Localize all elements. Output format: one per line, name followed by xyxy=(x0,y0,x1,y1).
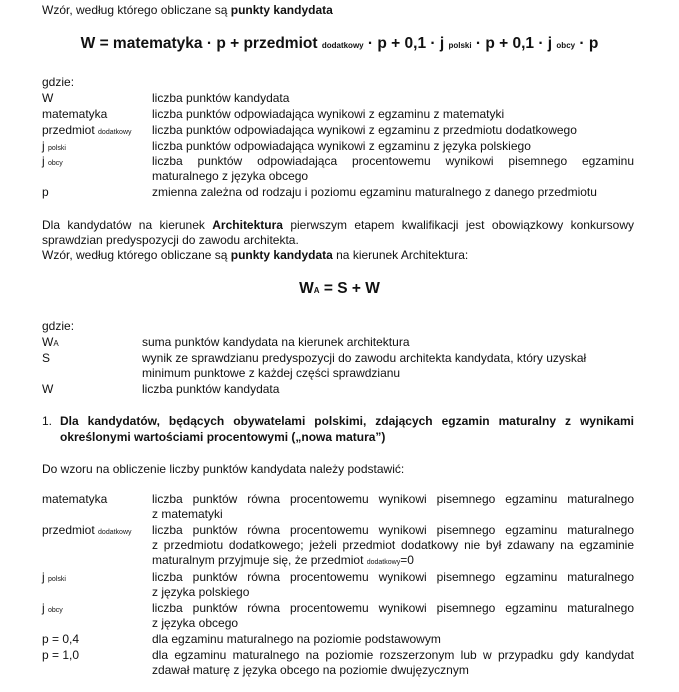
legend3-desc: liczba punktów równa procentowemu wynikowi pisemnego egzaminu maturalnego xyxy=(152,492,634,506)
instruction-text: Do wzoru na obliczenie liczby punktów kandydata należy podstawić: xyxy=(42,462,405,476)
legend1-desc: zmienna zależna od rodzaju i poziomu egzaminu maturalnego z danego przedmiotu xyxy=(152,185,597,199)
legend3-desc-cont: z matematyki xyxy=(152,507,223,521)
legend3-desc: dla egzaminu maturalnego na poziomie rozszerzonym lub w przypadku gdy kandydat xyxy=(152,648,634,662)
legend1-desc: liczba punktów odpowiadająca wynikowi z egzaminu z języka polskiego xyxy=(152,139,531,153)
legend2-desc: wynik ze sprawdzianu predyspozycji do zawodu architekta kandydata, który uzyskał xyxy=(142,351,587,365)
section1-number: 1. xyxy=(42,414,53,428)
legend3-term: matematyka xyxy=(42,492,108,506)
legend1-desc: liczba punktów odpowiadająca wynikowi z egzaminu z przedmiotu dodatkowego xyxy=(152,123,577,137)
legend1-term: W xyxy=(42,91,54,105)
intro-text: Wzór, według którego obliczane są xyxy=(42,3,231,17)
intro-line xyxy=(42,3,333,18)
legend2-term: W xyxy=(42,382,54,396)
legend3-term: j obcy xyxy=(42,601,63,615)
legend3-term: przedmiot dodatkowy xyxy=(42,523,132,537)
legend3-desc: liczba punktów równa procentowemu wynikowi pisemnego egzaminu maturalnego xyxy=(152,523,634,537)
legend1-term: j obcy xyxy=(42,154,63,168)
legend2-desc: suma punktów kandydata na kierunek architektura xyxy=(142,335,410,349)
legend3-desc-cont: z języka obcego xyxy=(152,616,239,630)
legend3-desc: liczba punktów równa procentowemu wynikowi pisemnego egzaminu maturalnego xyxy=(152,601,634,615)
section1-heading-line1: Dla kandydatów, będących obywatelami polskimi, zdających egzamin maturalny z wynikami xyxy=(60,414,634,428)
legend3-desc: dla egzaminu maturalnego na poziomie podstawowym xyxy=(152,632,441,646)
formula-main: W = matematyka · p + przedmiot dodatkowy · p + 0,1 · j polski · p + 0,1 · j obcy · p xyxy=(80,35,599,52)
legend2-term: S xyxy=(42,351,51,365)
legend1-term: p xyxy=(42,185,49,199)
legend3-desc-cont: z przedmiotu dodatkowego; jeżeli przedmiot dodatkowy nie był zdawany na egzaminie xyxy=(152,538,634,552)
legend3-desc-cont: zdawał maturę z języka obcego na poziomie dwujęzycznym xyxy=(152,663,469,677)
architecture-line3: Wzór, według którego obliczane są punkty kandydata na kierunek Architektura: xyxy=(42,248,469,262)
legend1-desc: liczba punktów odpowiadająca procentowemu wynikowi pisemnego egzaminu xyxy=(152,154,634,168)
legend1-desc: liczba punktów kandydata xyxy=(152,91,290,105)
architecture-line1: Dla kandydatów na kierunek Architektura pierwszym etapem kwalifikacji jest obowiązkowy konkursowy xyxy=(42,218,634,232)
legend1-gdzie: gdzie: xyxy=(42,75,75,89)
legend3-desc-cont: z języka polskiego xyxy=(152,585,250,599)
formula-architecture: WA = S + W xyxy=(299,280,380,297)
legend1-desc: liczba punktów odpowiadająca wynikowi z egzaminu z matematyki xyxy=(152,107,505,121)
legend2-term: WA xyxy=(42,335,59,349)
legend2-desc: liczba punktów kandydata xyxy=(142,382,280,396)
legend3-term: p = 0,4 xyxy=(42,632,80,646)
legend3-desc: liczba punktów równa procentowemu wynikowi pisemnego egzaminu maturalnego xyxy=(152,570,634,584)
intro-bold: punkty kandydata xyxy=(230,3,333,17)
legend1-term: przedmiot dodatkowy xyxy=(42,123,132,137)
legend3-term: j polski xyxy=(42,570,66,584)
section1-heading-line2: określonymi wartościami procentowymi („nowa matura”) xyxy=(60,430,386,444)
legend3-term: p = 1,0 xyxy=(42,648,80,662)
legend1-term: matematyka xyxy=(42,107,108,121)
legend3-desc-cont: maturalnym przyjmuje się, że przedmiot dodatkowy=0 xyxy=(152,553,414,567)
legend1-term: j polski xyxy=(42,139,66,153)
legend2-desc-cont: minimum punktowe z każdej części sprawdzianu xyxy=(142,366,401,380)
architecture-line2: sprawdzian predyspozycji do zawodu architekta. xyxy=(42,233,299,247)
legend1-desc-cont: maturalnego z języka obcego xyxy=(152,169,309,183)
legend2-gdzie: gdzie: xyxy=(42,319,75,333)
